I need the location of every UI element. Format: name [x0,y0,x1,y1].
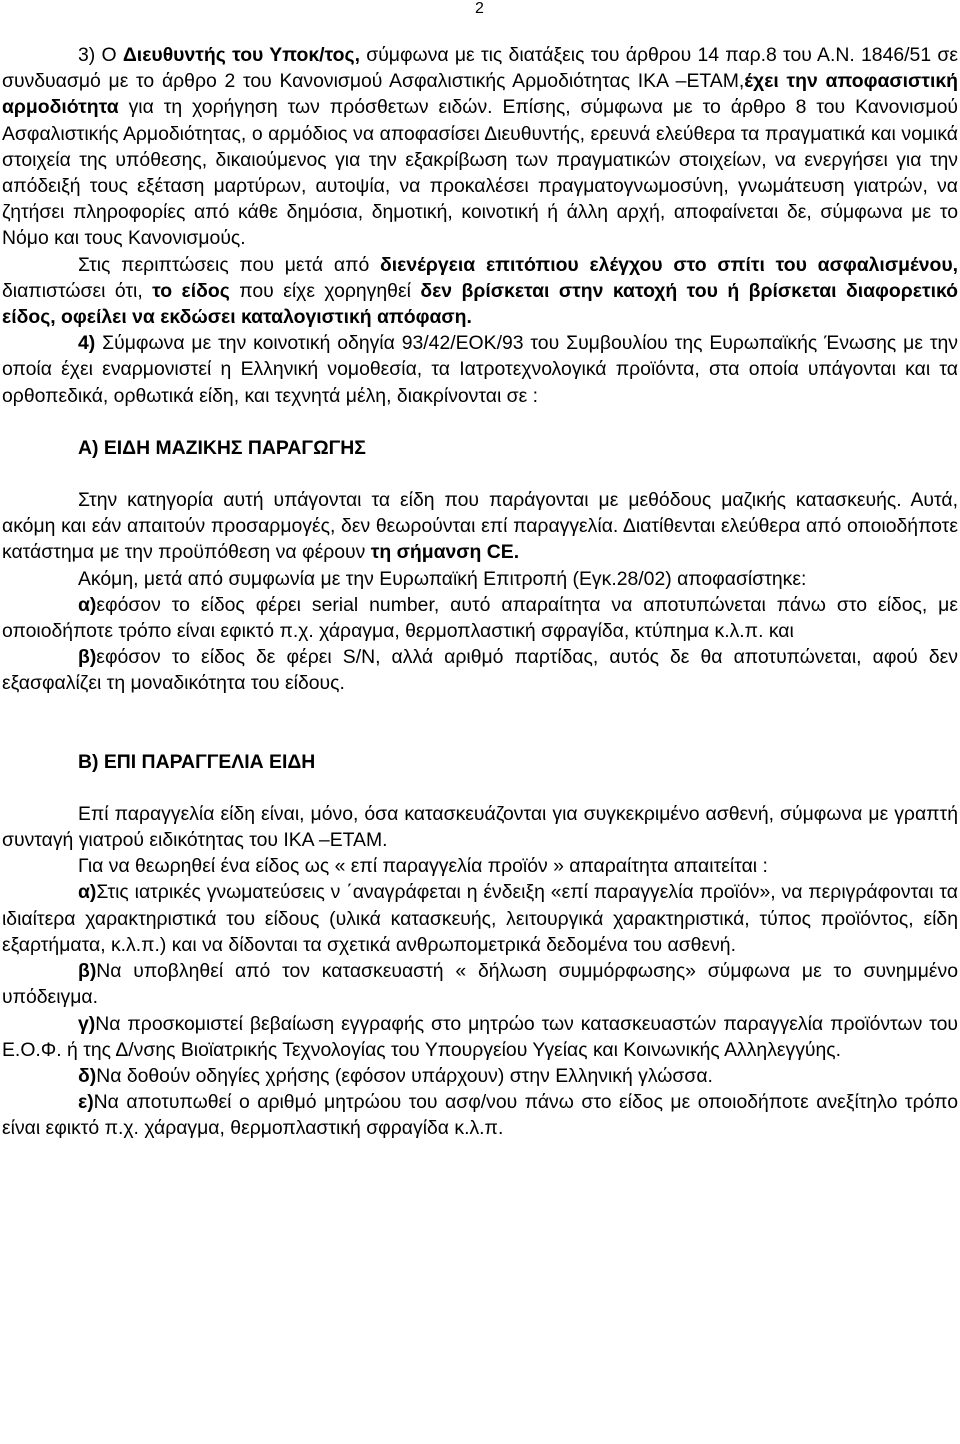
paragraph-mass-production [2,487,958,566]
bold-text-run: το είδος [152,279,230,302]
list-item-conformity-declaration [2,958,958,1010]
text-run: σύμφωνα με τις διατάξεις του άρθρου 14 παρ.8 του Α.Ν. 1846/51 σε συνδυασμό με το άρθρο 2 του Κανονισμού Ασφαλιστικής Αρμοδιότητας ΙΚΑ –ΕΤΑΜ, [2,44,958,93]
spacer [2,775,958,801]
text-run: για τη χορήγηση των πρόσθετων ειδών. Επίσης, σύμφωνα με το άρθρο 8 του Κανονισμού Ασφαλιστικής Αρμοδιότητας, ο αρμόδιος να αποφασίσει Διευθυντής, ερευνά ελεύθερα τα πραγματικά και νομικά στοιχεία της υπόθεσης, δικαιούμενος για την εξακρίβωση των πραγματικών στοιχείων, να ενεργήσει για την απόδειξή τους εξέταση μαρτύρων, αυτοψία, να προκαλέσει πραγματογνωμοσύνη, γνωμάτευση γιατρών, να ζητήσει πληροφορίες από κάθε δημόσια, δημοτική, κοινοτική ή άλλη αρχή, αποφαίνεται δε, σύμφωνα με το Νόμο και τους Κανονισμούς. [2,96,958,250]
text-run: διαπιστώσει ότι, [2,279,153,302]
paragraph-custom-made: Επί παραγγελία είδη είναι, μόνο, όσα κατασκευάζονται για συγκεκριμένο ασθενή, σύμφωνα με γραπτή συνταγή γιατρού ειδικότητας του ΙΚΑ –ΕΤΑΜ. [2,802,958,852]
bold-text-run: έχει την αποφασιστική αρμοδιότητα [2,70,958,119]
list-item-label: δ) [78,1064,97,1087]
spacer [2,461,958,487]
list-item-label: γ) [78,1012,96,1035]
list-item-label: ε) [78,1091,94,1114]
section-heading-custom-made: Β) ΕΠΙ ΠΑΡΑΓΓΕΛΙΑ ΕΙΔΗ [78,750,316,773]
paragraph-director-authority [2,42,958,252]
text-run: 3) Ο [78,44,123,66]
paragraph-requirements: Για να θεωρηθεί ένα είδος ως « επί παραγγελία προϊόν » απαραίτητα απαιτείται : [78,855,768,878]
list-item-text: Να προσκομιστεί βεβαίωση εγγραφής στο μητρώο των κατασκευαστών παραγγελία προϊόντων του Ε.Ο.Φ. ή της Δ/νσης Βιοϊατρικής Τεχνολογίας του Υπουργείου Υγείας και Κοινωνικής Αλληλεγγύης. [2,1012,958,1061]
spacer [2,697,958,749]
bold-text-run: διενέργεια επιτόπιου ελέγχου στο σπίτι του ασφαλισμένου, [380,253,958,276]
page-number: 2 [475,0,484,17]
list-item-registry-number-marking [2,1089,958,1141]
bold-text-run: Διευθυντής του Υποκ/τος, [122,44,360,66]
list-item-label: α) [78,881,97,904]
list-item-serial-number [2,592,958,644]
list-item-text: Να αποτυπωθεί ο αριθμό μητρώου του ασφ/νου πάνω στο είδος με οποιοδήποτε ανεξίτηλο τρόπο είναι εφικτό π.χ. χάραγμα, θερμοπλαστική σφραγίδα κ.λ.π. [2,1091,958,1140]
spacer [2,409,958,435]
paragraph-commission-agreement: Ακόμη, μετά από συμφωνία με την Ευρωπαϊκή Επιτροπή (Εγκ.28/02) αποφασίστηκε: [78,567,807,590]
section-heading-mass-production: Α) ΕΙΔΗ ΜΑΖΙΚΗΣ ΠΑΡΑΓΩΓΗΣ [78,436,366,459]
bold-text-run: τη σήμανση CE. [370,541,520,564]
list-item-instructions [2,1063,958,1089]
list-item-text: Να δοθούν οδηγίες χρήσης (εφόσον υπάρχουν) στην Ελληνική γλώσσα. [96,1064,713,1087]
bold-text-run: δεν βρίσκεται στην κατοχή του ή βρίσκεται διαφορετικό είδος, οφείλει να εκδώσει καταλογιστική απόφαση. [2,279,959,329]
list-item-text: εφόσον το είδος δε φέρει S/N, αλλά αριθμό παρτίδας, αυτός δε θα αποτυπώνεται, αφού δεν εξασφαλίζει τη μοναδικότητα του είδους. [2,646,958,695]
paragraph-eu-directive [2,330,958,409]
list-item-batch-number [2,644,958,696]
document-body [2,42,958,1142]
text-run: Στην κατηγορία αυτή υπάγονται τα είδη που παράγονται με μεθόδους μαζικής κατασκευής. Αυτά, ακόμη και εάν απαιτούν προσαρμογές, δεν θεωρούνται επί παραγγελία. Διατίθενται ελεύθερα από οποιοδήποτε κατάστημα με την προϋπόθεση να φέρουν [2,489,958,564]
list-item-label: β) [78,646,97,669]
list-item-text: Στις ιατρικές γνωματεύσεις ν ΄αναγράφεται η ένδειξη «επί παραγγελία προϊόν», να περιγράφονται τα ιδιαίτερα χαρακτηριστικά του είδους (υλικά κατασκευής, λειτουργικά χαρακτηριστικά, τύπος προϊόντος, είδη εξαρτήματα, κ.λ.π.) και να δίδονται τα σχετικά ανθρωπομετρικά δεδομένα του ασθενή. [2,881,958,956]
bold-text-run: 4) [78,332,96,355]
text-run: Σύμφωνα με την κοινοτική οδηγία 93/42/ΕΟΚ/93 του Συμβουλίου της Ευρωπαϊκής Ένωσης με την οποία έχει εναρμονιστεί η Ελληνική νομοθεσία, τα Ιατροτεχνολογικά προϊόντα, στα οποία υπάγονται και τα ορθοπεδικά, ορθωτικά είδη, και τεχνητά μέλη, διακρίνονται σε : [2,332,958,407]
list-item-text: εφόσον το είδος φέρει serial number, αυτό απαραίτητα να αποτυπώνεται πάνω στο είδος, με οποιοδήποτε τρόπο είναι εφικτό π.χ. χάραγμα, θερμοπλαστική σφραγίδα, κτύπημα κ.λ.π. και [2,593,958,643]
paragraph-home-inspection [2,252,958,331]
list-item-label: β) [78,960,97,983]
list-item-medical-opinion [2,879,958,958]
text-run: που είχε χορηγηθεί [229,279,421,302]
list-item-text: Να υποβληθεί από τον κατασκευαστή « δήλωση συμμόρφωσης» σύμφωνα με το συνημμένο υπόδειγμα. [2,960,958,1009]
text-run: Στις περιπτώσεις που μετά από [78,253,381,276]
list-item-label: α) [78,593,97,616]
list-item-registry-certificate [2,1011,958,1063]
